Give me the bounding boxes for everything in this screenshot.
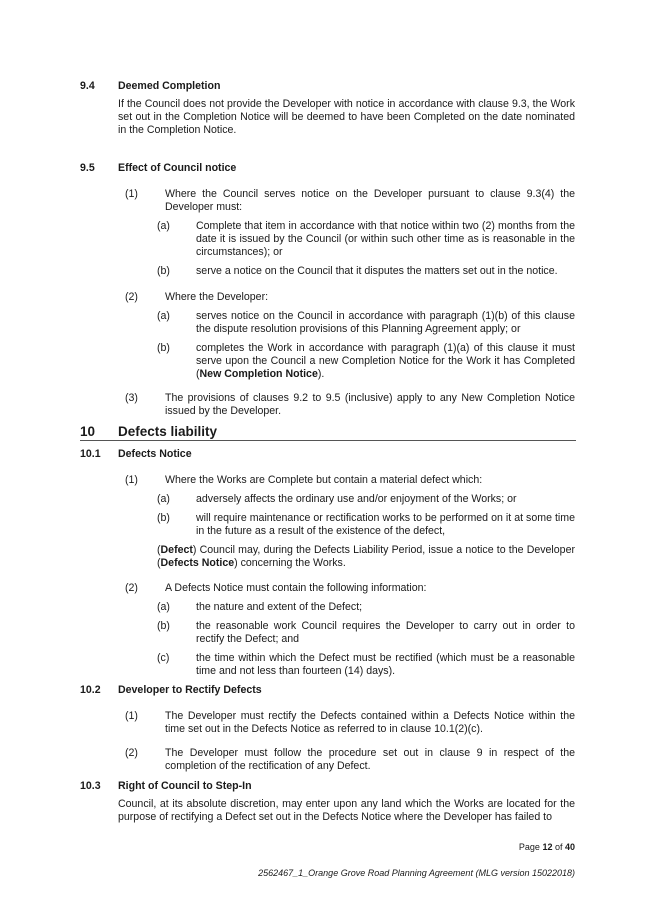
clause-9-5-2a-number: (a) — [157, 310, 170, 322]
page-total: 40 — [564, 842, 575, 852]
clause-10-2-2-number: (2) — [125, 747, 138, 759]
clause-9-5-2a-text: serves notice on the Council in accordance with paragraph (1)(b) of this clause the dispute resolution provisions of this Planning Agreement apply; or — [196, 310, 575, 335]
clause-9-5-1-text: Where the Council serves notice on the Developer pursuant to clause 9.3(4) the Developer must: — [165, 188, 575, 213]
clause-9-5-2-text: Where the Developer: — [165, 291, 269, 303]
clause-10-1-2-text: A Defects Notice must contain the following information: — [165, 582, 427, 594]
clause-10-2-title: Developer to Rectify Defects — [118, 684, 262, 696]
clause-10-1-1-text: Where the Works are Complete but contain a material defect which: — [165, 474, 483, 486]
clause-9-5-2b-number: (b) — [157, 342, 170, 354]
document-reference: 2562467_1_Orange Grove Road Planning Agreement (MLG version 15022018) — [258, 868, 575, 878]
clause-9-5-1b-number: (b) — [157, 265, 170, 277]
clause-10-1-1a-number: (a) — [157, 493, 170, 505]
clause-10-2-1-number: (1) — [125, 710, 138, 722]
section-10-rule — [80, 440, 576, 441]
clause-10-1-2c-number: (c) — [157, 652, 170, 664]
clause-10-1-2a-number: (a) — [157, 601, 170, 613]
clause-10-1-2-number: (2) — [125, 582, 138, 594]
clause-10-3-number: 10.3 — [80, 780, 101, 792]
clause-10-1-number: 10.1 — [80, 448, 101, 460]
page-label: Page — [518, 842, 543, 852]
defects-notice-defined-term: Defects Notice — [160, 557, 235, 569]
clause-10-1-2b-text: the reasonable work Council requires the Developer to carry out in order to rectify the Defect; and — [196, 620, 575, 645]
defect-defined-term: Defect — [160, 544, 193, 556]
defect-paragraph-end: ) concerning the Works. — [234, 557, 346, 569]
clause-9-5-2-number: (2) — [125, 291, 138, 303]
clause-10-1-1-number: (1) — [125, 474, 138, 486]
clause-9-4-number: 9.4 — [80, 80, 95, 92]
page-number — [519, 841, 575, 854]
page-current: 12 — [542, 842, 553, 852]
clause-9-5-1a-text: Complete that item in accordance with that notice within two (2) months from the date it is issued by the Council (or within such other time as is reasonable in the circumstances); or — [196, 220, 575, 258]
clause-10-3-body: Council, at its absolute discretion, may enter upon any land which the Works are located for the purpose of rectifying a Defect set out in the Defects Notice where the Developer has failed to — [118, 798, 575, 823]
clause-10-2-2-text: The Developer must follow the procedure set out in clause 9 in respect of the completion of the rectification of any Defect. — [165, 747, 575, 772]
clause-9-5-3-number: (3) — [125, 392, 138, 404]
clause-10-2-1-text: The Developer must rectify the Defects contained within a Defects Notice within the time set out in the Defects Notice as referred to in clause 10.1(2)(c). — [165, 710, 575, 735]
clause-10-3-title: Right of Council to Step-In — [118, 780, 252, 792]
clause-10-1-2a-text: the nature and extent of the Defect; — [196, 601, 363, 613]
clause-9-5-2b-text-end: ). — [317, 368, 325, 380]
clause-10-1-2b-number: (b) — [157, 620, 170, 632]
section-10-title: Defects liability — [118, 424, 218, 439]
defect-open: ( — [157, 544, 161, 556]
clause-10-1-2c-text: the time within which the Defect must be rectified (which must be a reasonable time and not less than fourteen (14) days). — [196, 652, 575, 677]
clause-9-4-body: If the Council does not provide the Developer with notice in accordance with clause 9.3, the Work set out in the Completion Notice will be deemed to have been Completed on the date nominated in the Completion Notice. — [118, 98, 575, 136]
section-10-number: 10 — [80, 424, 96, 439]
clause-9-5-1-number: (1) — [125, 188, 138, 200]
clause-10-2-number: 10.2 — [80, 684, 101, 696]
defect-definition-paragraph — [157, 544, 575, 570]
clause-9-5-1b-text: serve a notice on the Council that it disputes the matters set out in the notice. — [196, 265, 558, 277]
clause-9-5-1a-number: (a) — [157, 220, 170, 232]
clause-9-5-3-text: The provisions of clauses 9.2 to 9.5 (inclusive) apply to any New Completion Notice issued by the Developer. — [165, 392, 575, 417]
clause-9-5-title: Effect of Council notice — [118, 162, 237, 174]
clause-10-1-title: Defects Notice — [118, 448, 192, 460]
new-completion-notice-defined-term: New Completion Notice — [199, 368, 318, 380]
clause-10-1-1a-text: adversely affects the ordinary use and/or enjoyment of the Works; or — [196, 493, 517, 505]
clause-10-1-1b-number: (b) — [157, 512, 170, 524]
clause-9-5-number: 9.5 — [80, 162, 95, 174]
clause-9-5-2b-text-main: completes the Work in accordance with paragraph (1)(a) of this clause it must serve upon the Council a new Completion Notice for the Work it has Completed ( — [196, 342, 575, 380]
defect-paragraph-mid: ) Council may, during the Defects Liability Period, issue a notice to the Developer ( — [157, 544, 575, 569]
page-of: of — [552, 842, 565, 852]
clause-9-5-2b-text — [196, 342, 575, 381]
clause-10-1-1b-text: will require maintenance or rectification works to be performed on it at some time in the future as a result of the existence of the defect, — [196, 512, 575, 537]
clause-9-4-title: Deemed Completion — [118, 80, 221, 92]
